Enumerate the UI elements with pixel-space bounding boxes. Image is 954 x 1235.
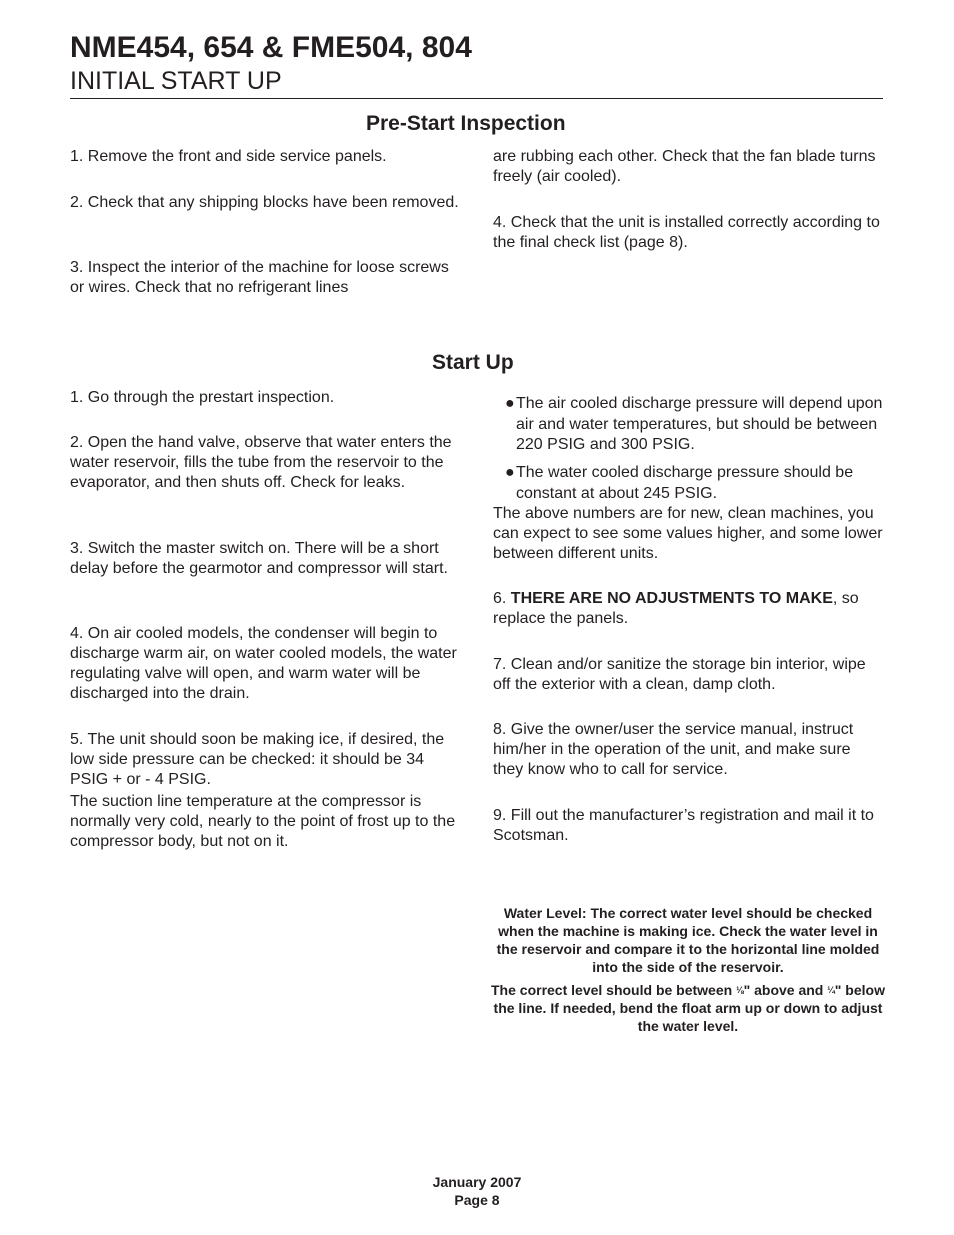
section-title: INITIAL START UP — [70, 67, 282, 95]
start-up-step-1: 1. Go through the prestart inspection. — [70, 389, 335, 406]
pre-start-step-4: 4. Check that the unit is installed correctly according to the final check list (page 8). — [493, 214, 880, 251]
pre-start-heading: Pre-Start Inspection — [366, 112, 566, 135]
water-level-note: Water Level: The correct water level should be checked when the machine is making ice. Check the water level in the reservoir and compare it to the horizontal line molded into the side of the reservoir. — [496, 905, 880, 975]
header-rule — [70, 98, 883, 99]
start-up-heading: Start Up — [432, 351, 514, 374]
bullet-dot: ● — [505, 395, 515, 412]
start-up-step-7: 7. Clean and/or sanitize the storage bin interior, wipe off the exterior with a clean, damp cloth. — [493, 656, 866, 693]
footer-page-number: Page 8 — [454, 1192, 500, 1208]
start-up-step-3: 3. Switch the master switch on. There will be a short delay before the gearmotor and compressor will start. — [70, 540, 448, 577]
water-level-range-a: The correct level should be between — [491, 982, 737, 998]
bullet-air-cooled-text: The air cooled discharge pressure will depend upon air and water temperatures, but should be between 220 PSIG and 300 PSIG. — [516, 395, 883, 453]
fraction-eighth: ⅛ — [736, 985, 744, 995]
start-up-step-6 — [493, 589, 885, 629]
bullet-water-cooled — [505, 463, 890, 504]
water-level-range-b: " above and — [743, 982, 828, 998]
start-up-step-2: 2. Open the hand valve, observe that water enters the water reservoir, fills the tube from the reservoir to the evaporator, and then shuts off. Check for leaks. — [70, 434, 452, 491]
pre-start-step-3-continued: are rubbing each other. Check that the fan blade turns freely (air cooled). — [493, 148, 876, 185]
pre-start-step-3: 3. Inspect the interior of the machine for loose screws or wires. Check that no refrigerant lines — [70, 259, 449, 296]
numbers-note: The above numbers are for new, clean machines, you can expect to see some values higher, and some lower between different units. — [493, 505, 883, 562]
start-up-step-8: 8. Give the owner/user the service manual, instruct him/her in the operation of the unit, and make sure they know who to call for service. — [493, 721, 854, 778]
fraction-quarter: ¼ — [827, 985, 835, 995]
bullet-dot: ● — [505, 464, 515, 481]
step-6-rest: , so replace the panels. — [493, 590, 859, 627]
bullet-water-cooled-text: The water cooled discharge pressure should be constant at about 245 PSIG. — [516, 464, 854, 502]
start-up-step-9: 9. Fill out the manufacturer’s registration and mail it to Scotsman. — [493, 807, 874, 844]
pre-start-step-1: 1. Remove the front and side service panels. — [70, 148, 387, 165]
model-title: NME454, 654 & FME504, 804 — [70, 31, 472, 64]
footer-date: January 2007 — [432, 1174, 522, 1190]
water-level-range — [487, 981, 889, 1035]
step-6-emphasis: THERE ARE NO ADJUSTMENTS TO MAKE — [510, 590, 833, 607]
step-6-number: 6. — [493, 590, 511, 607]
bullet-air-cooled — [505, 394, 890, 456]
start-up-step-4: 4. On air cooled models, the condenser will begin to discharge warm air, on water cooled models, the water regulating valve will open, and warm water will be discharged into the drain. — [70, 625, 457, 702]
start-up-step-5: 5. The unit should soon be making ice, if desired, the low side pressure can be checked: it should be 34 PSIG + or - 4 PSIG. — [70, 731, 445, 788]
suction-line-note: The suction line temperature at the compressor is normally very cold, nearly to the point of frost up to the compressor body, but not on it. — [70, 793, 456, 850]
water-level-range-c: " below the line. If needed, bend the float arm up or down to adjust the water level. — [493, 982, 885, 1034]
pre-start-step-2: 2. Check that any shipping blocks have been removed. — [70, 194, 459, 211]
